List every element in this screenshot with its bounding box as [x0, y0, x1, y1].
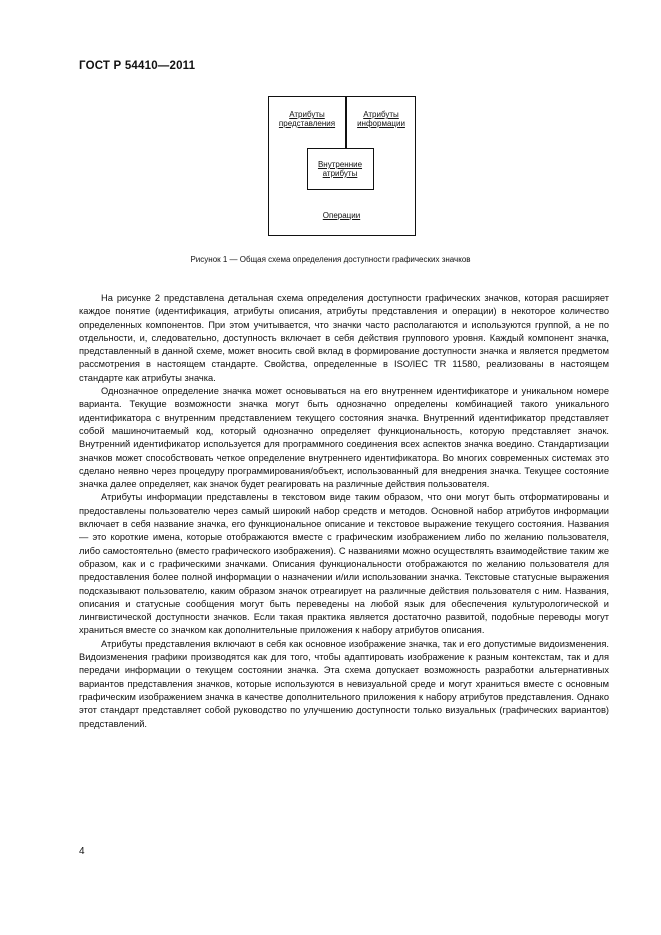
page-number: 4	[79, 846, 85, 857]
cell-presentation-attributes: Атрибуты представления	[278, 110, 336, 128]
paragraph: Однозначное определение значка может основываться на его внутреннем идентификаторе и уникальном номере варианта. Текущие возможности значка могут быть однозначно определены комбинацией такого уникального идентификатора с внутренним представлением текущего состояния значка. Внутренний идентификатор представляет собой машиночитаемый код, который однозначно определяет функциональность, которую представляет значок. Внутренний идентификатор используется для программного соединения всех аспектов значка воедино. Стандартизации значков может способствовать четкое определение внутреннего идентификатора. Во многих современных системах это сделано неявно через процедуру программирования/объект, использованный для внедрения значка. Текущее состояние значка далее определяет, как значок будет реагировать на различные действия пользователя.	[79, 386, 609, 490]
paragraph: На рисунке 2 представлена детальная схема определения доступности графических значков, которая расширяет каждое понятие (идентификация, атрибуты описания, атрибуты представления и операции) в некоторое количество определенных компонентов. При этом учитывается, что значки часто располагаются и используются группой, а не по отдельности, и, следовательно, доступность включает в себя действия группового уровня. Каждый компонент значка, представленный в данной схеме, может вносить свой вклад в формирование доступности значка и является предметом рассмотрения в настоящем стандарте. Свойства, определенные в ISO/IEC TR 11580, реализованы в настоящем стандарте как атрибуты значка.	[79, 293, 609, 383]
paragraph: Атрибуты информации представлены в текстовом виде таким образом, что они могут быть отформатированы и предоставлены пользователю через самый широкий набор средств и методов. Основной набор атрибутов информации включает в себя название значка, его функциональное описание и текстовое выражение текущего состояния. Названия — это короткие имена, которые отображаются вместе с графическим изображением либо по желанию пользователя, либо самостоятельно (вместо графического изображения). С названиями можно осуществлять взаимодействие таким же образом, как и с графическими значками. Описания функциональности отображаются по желанию пользователя для предоставления более полной информации о назначении и/или использовании значка. Текстовые статусные выражения подсказывают пользователю, каким образом значок отреагирует на различные действия пользователя с ним. Названия, описания и статусные сообщения могут быть переведены на любой язык для обеспечения культурологической и лингвистической доступности значков. Если такая практика является достаточно развитой, подобные переводы могут храниться вместе со значком как дополнительные приложения к набору атрибутов описания.	[79, 492, 609, 636]
internal-attributes-label: Внутренние атрибуты	[317, 160, 363, 178]
cell-information-attributes: Атрибуты информации	[357, 110, 405, 128]
paragraph: Атрибуты представления включают в себя как основное изображение значка, так и его допустимые видоизменения. Видоизменения графики производятся как для того, чтобы адаптировать изображение к разным контекстам, так и для передачи информации о текущем состоянии значка. Эта схема допускает возможность разработки альтернативных вариантов представления значков, которые используются в невизуальной среде и могут храниться вместе с основным графическим изображением значка в качестве дополнительного приложения к набору атрибутов представления. Однако этот стандарт представляет собой руководство по улучшению доступности только визуальных (графических вариантов) представлений.	[79, 638, 609, 729]
document-code: ГОСТ Р 54410—2011	[79, 60, 196, 72]
divider-line	[345, 97, 347, 148]
accessibility-diagram	[268, 96, 416, 236]
figure-caption: Рисунок 1 — Общая схема определения доступности графических значков	[190, 255, 471, 264]
cell-internal-attributes	[307, 148, 374, 190]
cell-operations: Операции	[322, 211, 361, 220]
body-text	[79, 292, 609, 731]
